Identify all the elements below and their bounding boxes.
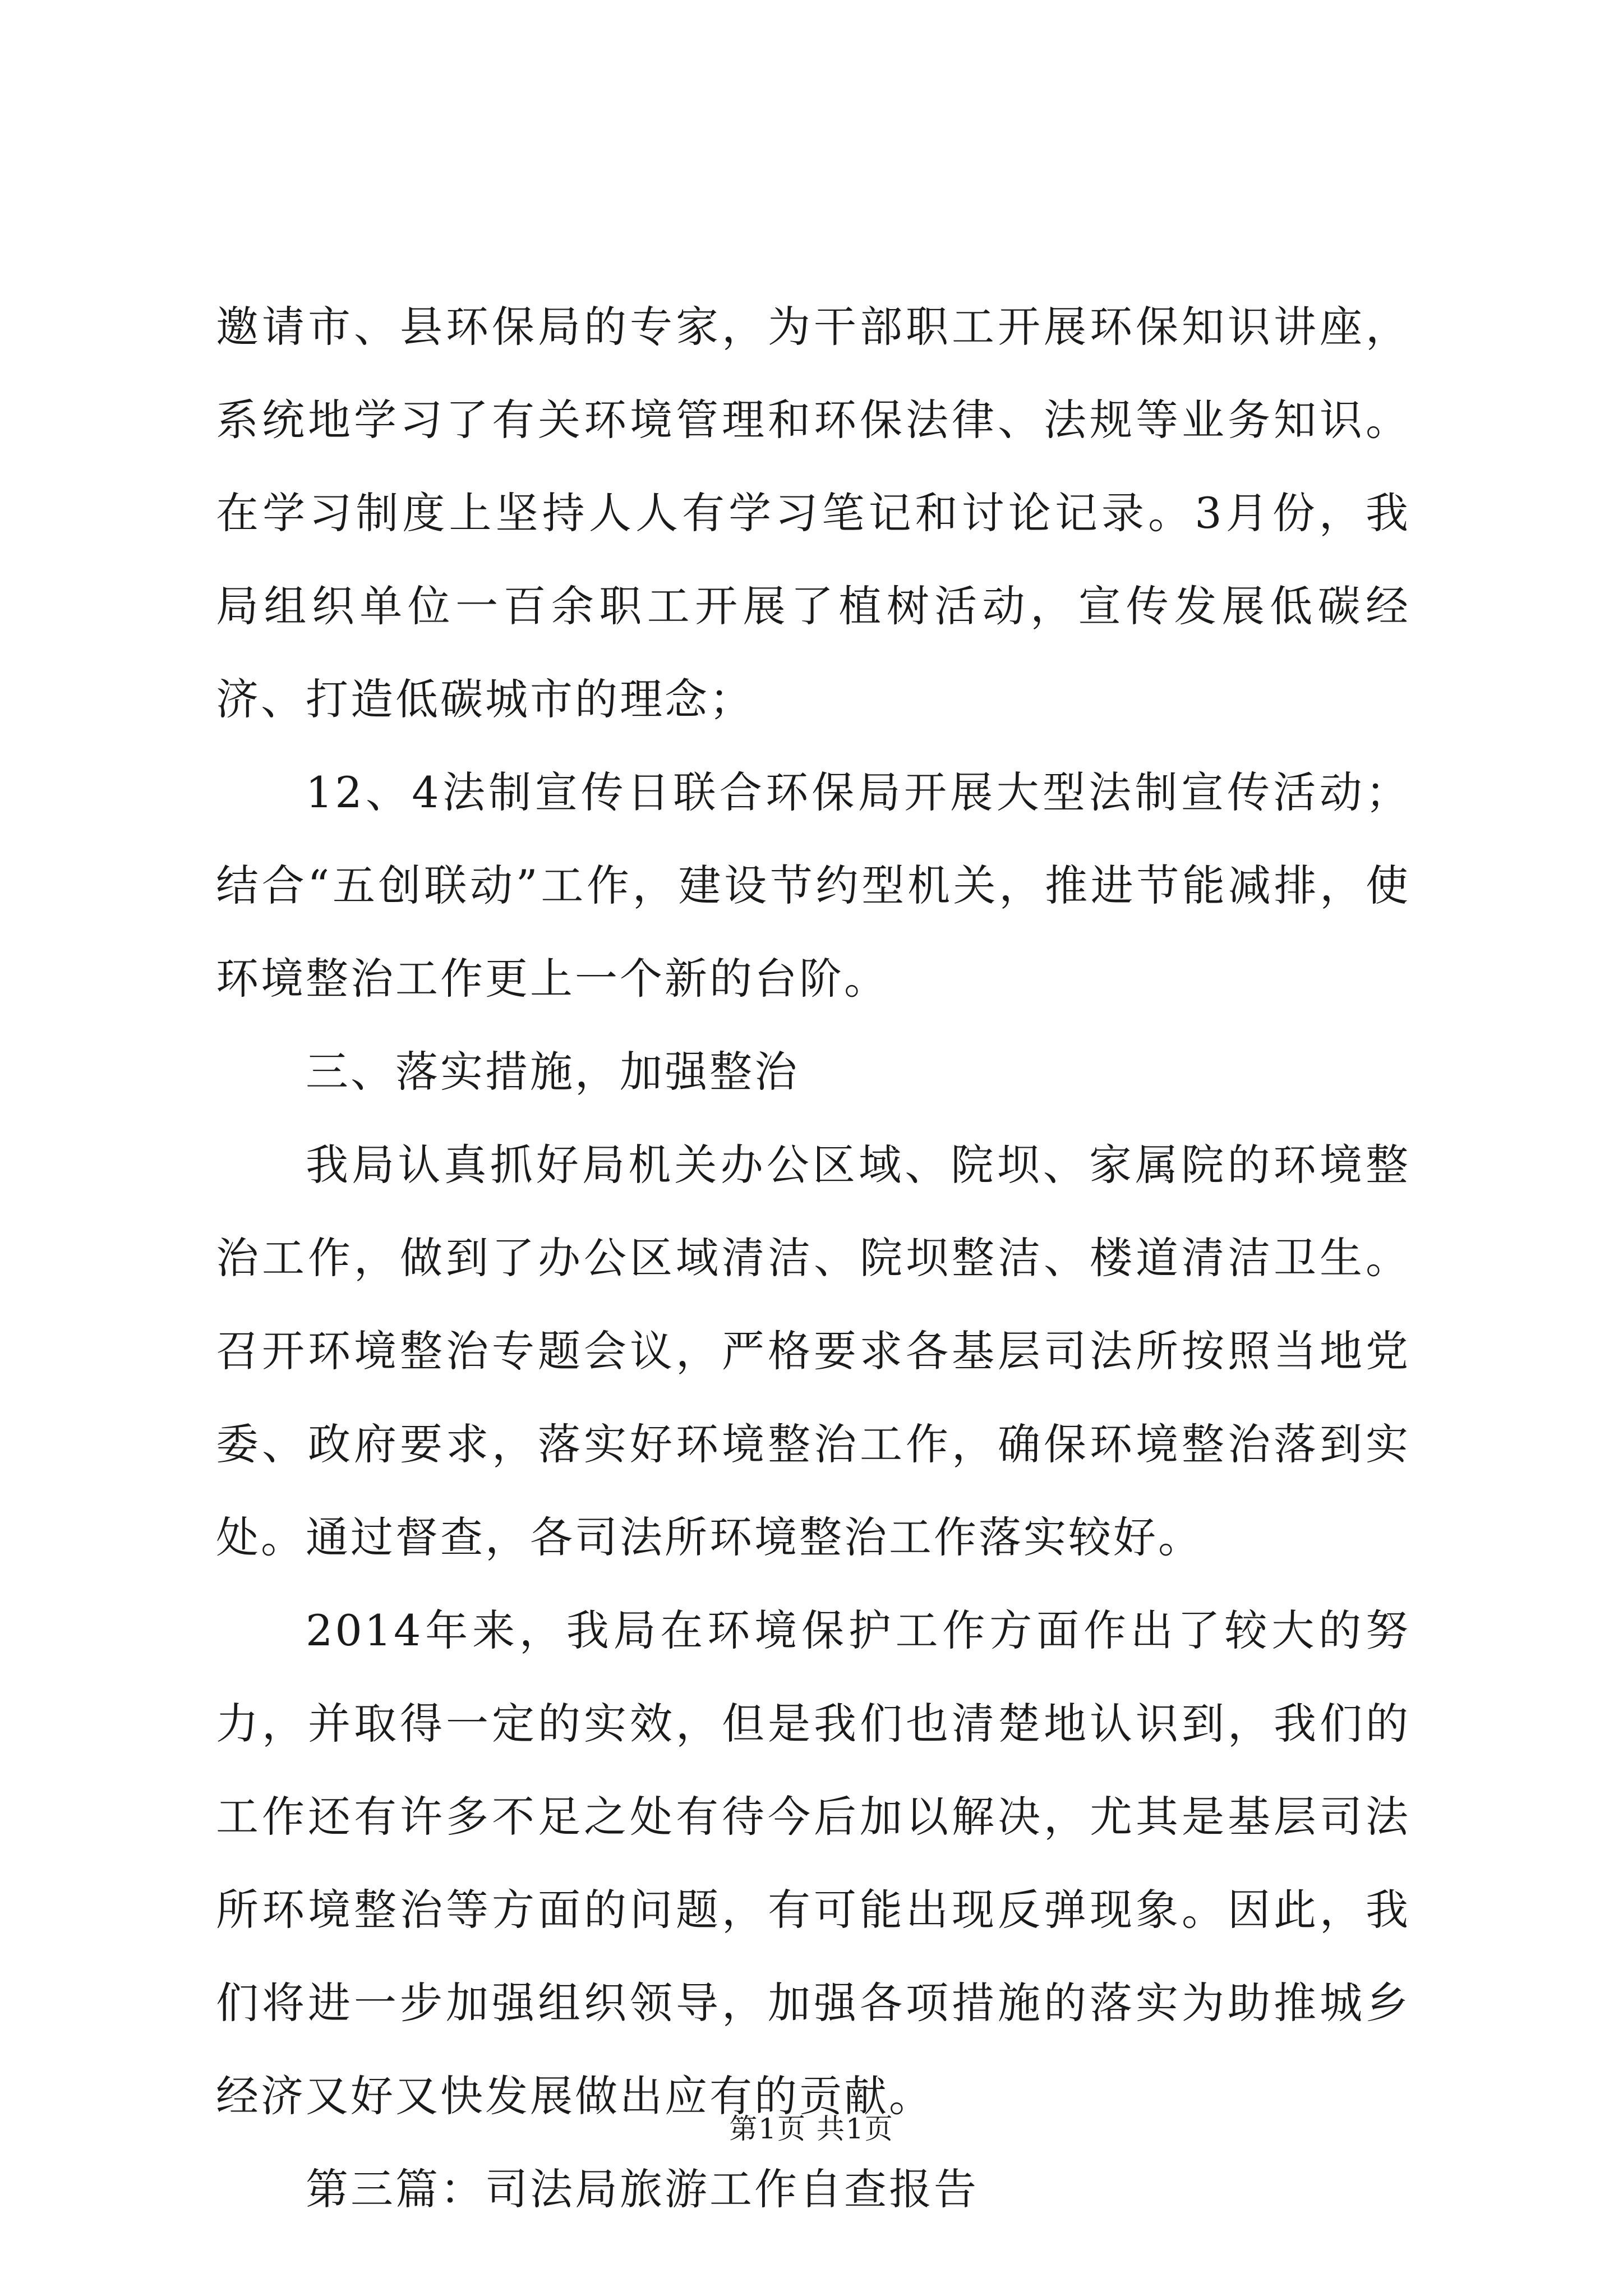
section-heading: 三、落实措施，加强整治: [306, 1047, 799, 1097]
document-body: [216, 280, 1410, 2236]
paragraph-continuation: 邀请市、县环保局的专家，为干部职工开展环保知识讲座，系统地学习了有关环境管理和环保法律、法规等业务知识。在学习制度上坚持人人有学习笔记和讨论记录。3月份，我局组织单位一百余职工开展了植树活动，宣传发展低碳经济、打造低碳城市的理念；: [216, 302, 1410, 724]
chapter-title: 第三篇：司法局旅游工作自查报告: [306, 2164, 979, 2214]
paragraph-environment-work: 我局认真抓好局机关办公区域、院坝、家属院的环境整治工作，做到了办公区域清洁、院坝整洁、楼道清洁卫生。召开环境整治专题会议，严格要求各基层司法所按照当地党委、政府要求，落实好环境整治工作，确保环境整治落到实处。通过督查，各司法所环境整治工作落实较好。: [216, 1140, 1410, 1562]
paragraph-legal-publicity: 12、4法制宣传日联合环保局开展大型法制宣传活动；结合“五创联动”工作，建设节约型机关，推进节能减排，使环境整治工作更上一个新的台阶。: [216, 767, 1410, 1004]
page-footer: 第1页 共1页: [729, 2113, 894, 2145]
paragraph-summary: 2014年来，我局在环境保护工作方面作出了较大的努力，并取得一定的实效，但是我们也清楚地认识到，我们的工作还有许多不足之处有待今后加以解决，尤其是基层司法所环境整治等方面的问题，有可能出现反弹现象。因此，我们将进一步加强组织领导，加强各项措施的落实为助推城乡经济又好又快发展做出应有的贡献。: [216, 1605, 1410, 2121]
